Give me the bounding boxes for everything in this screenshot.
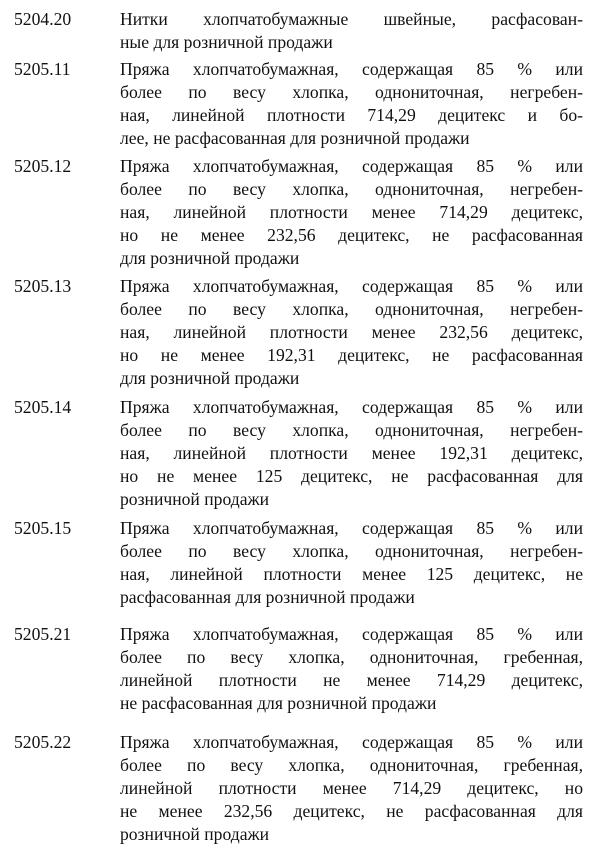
description-line: более по весу хлопка, однониточная, гребенная, <box>120 647 583 667</box>
tariff-code: 5204.20 <box>14 9 72 29</box>
description-line: но не менее 232,56 децитекс, не расфасованная <box>120 225 583 245</box>
tariff-code: 5205.12 <box>14 156 72 176</box>
description-line: ная, линейной плотности менее 192,31 децитекс, <box>120 443 583 463</box>
description-line: более по весу хлопка, однониточная, гребенная, <box>120 755 583 775</box>
description-line: розничной продажи <box>120 489 270 509</box>
description-line: не расфасованная для розничной продажи <box>120 693 437 713</box>
description-line: Пряжа хлопчатобумажная, содержащая 85 % или <box>120 59 583 79</box>
description-line: более по весу хлопка, однониточная, негребен- <box>120 299 583 319</box>
tariff-code: 5205.21 <box>14 624 72 644</box>
tariff-code: 5205.22 <box>14 732 72 752</box>
description-line: Пряжа хлопчатобумажная, содержащая 85 % или <box>120 732 583 752</box>
description-line: но не менее 192,31 децитекс, не расфасованная <box>120 345 583 365</box>
description-line: лее, не расфасованная для розничной продажи <box>120 128 470 148</box>
description-line: Пряжа хлопчатобумажная, содержащая 85 % или <box>120 624 583 644</box>
description-line: Пряжа хлопчатобумажная, содержащая 85 % или <box>120 518 583 538</box>
description-line: ная, линейной плотности менее 232,56 децитекс, <box>120 322 583 342</box>
description-line: линейной плотности не менее 714,29 децитекс, <box>120 670 583 690</box>
description-line: ная, линейной плотности менее 714,29 децитекс, <box>120 202 583 222</box>
description-line: ная, линейной плотности 714,29 децитекс и бо- <box>120 105 583 125</box>
description-line: Пряжа хлопчатобумажная, содержащая 85 % или <box>120 156 583 176</box>
tariff-code: 5205.14 <box>14 397 72 417</box>
description-line: расфасованная для розничной продажи <box>120 587 415 607</box>
description-line: но не менее 125 децитекс, не расфасованная для <box>120 466 583 486</box>
description-line: не менее 232,56 децитекс, не расфасованная для <box>120 801 583 821</box>
description-line: Пряжа хлопчатобумажная, содержащая 85 % или <box>120 276 583 296</box>
tariff-code: 5205.13 <box>14 276 72 296</box>
tariff-code: 5205.11 <box>14 59 71 79</box>
description-line: для розничной продажи <box>120 368 300 388</box>
description-line: более по весу хлопка, однониточная, негребен- <box>120 82 583 102</box>
description-line: розничной продажи <box>120 824 270 844</box>
description-line: для розничной продажи <box>120 248 300 268</box>
description-line: ная, линейной плотности менее 125 децитекс, не <box>120 564 583 584</box>
description-line: ные для розничной продажи <box>120 32 333 52</box>
description-line: Нитки хлопчатобумажные швейные, расфасован- <box>120 9 583 29</box>
description-line: более по весу хлопка, однониточная, негребен- <box>120 541 583 561</box>
description-line: линейной плотности менее 714,29 децитекс, но <box>120 778 583 798</box>
description-line: более по весу хлопка, однониточная, негребен- <box>120 420 583 440</box>
tariff-code: 5205.15 <box>14 518 72 538</box>
description-line: более по весу хлопка, однониточная, негребен- <box>120 179 583 199</box>
description-line: Пряжа хлопчатобумажная, содержащая 85 % или <box>120 397 583 417</box>
